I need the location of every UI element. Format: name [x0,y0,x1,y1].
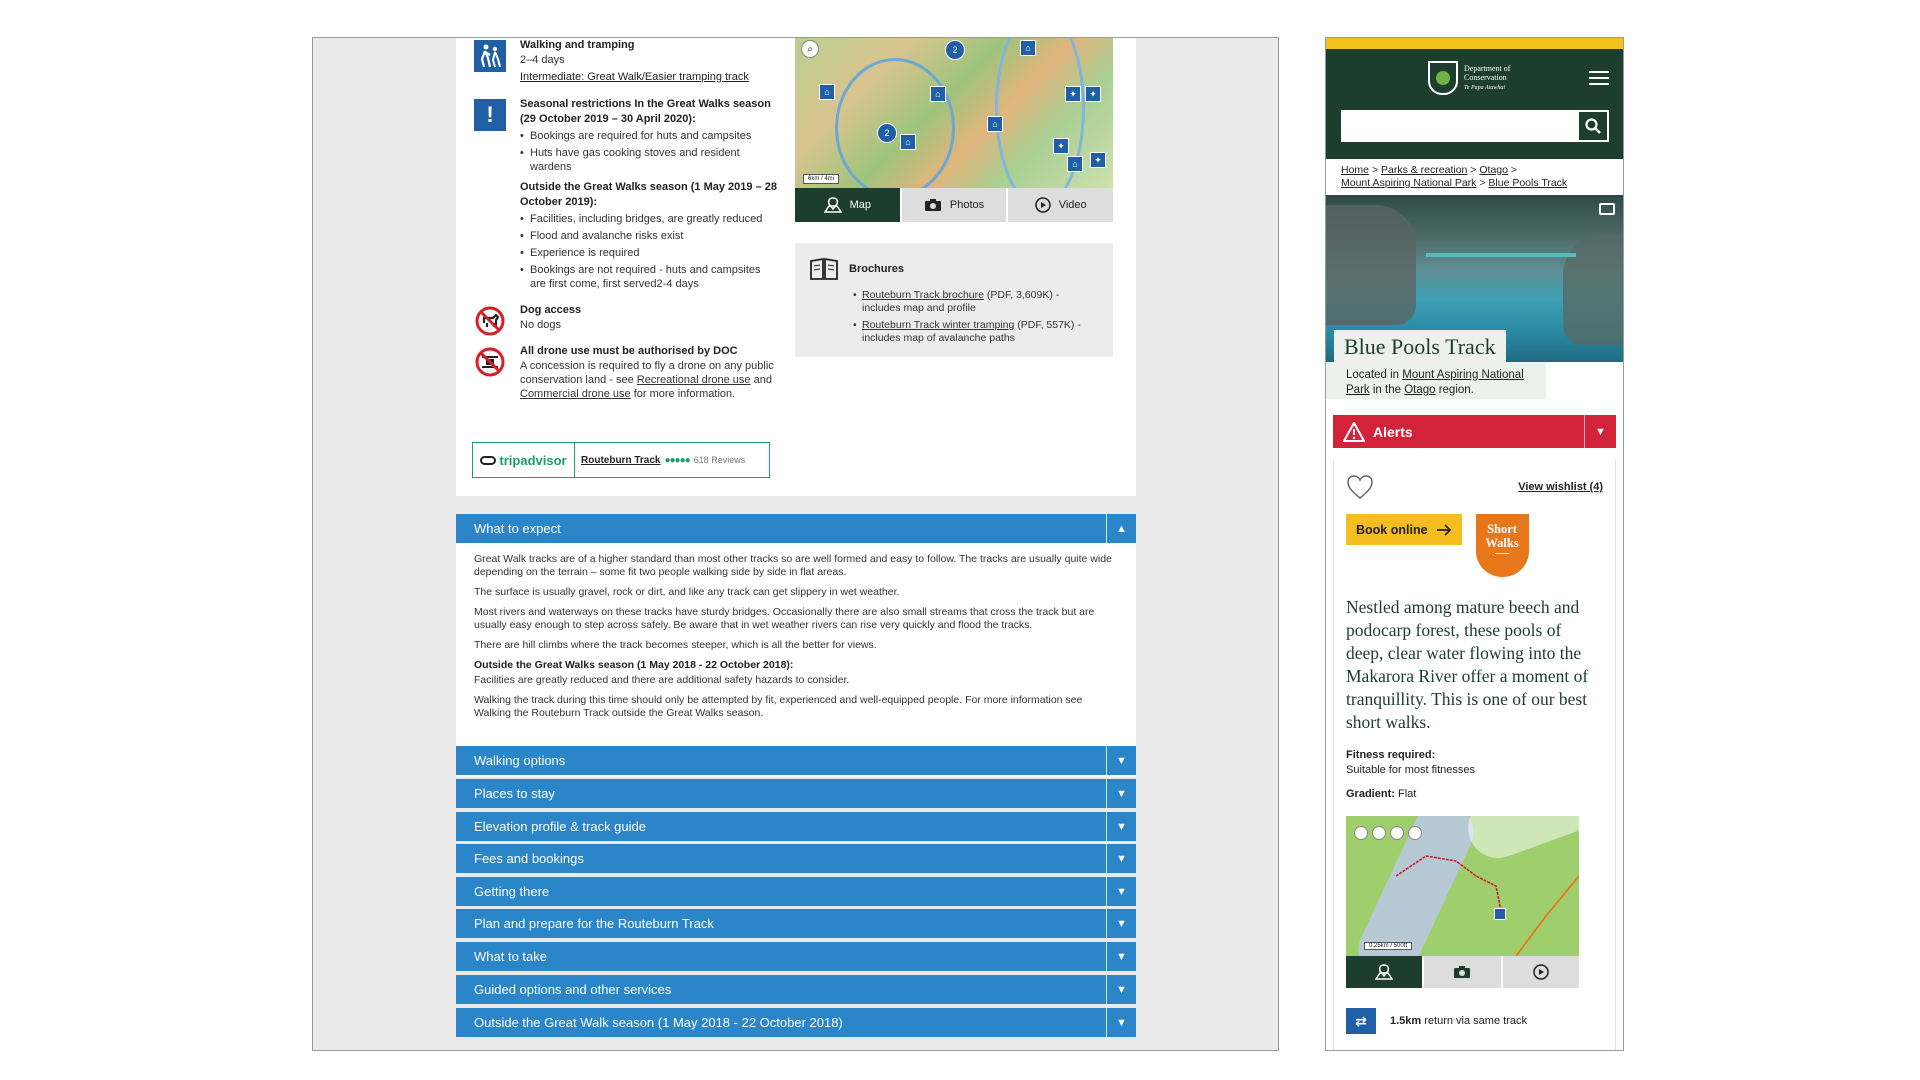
distance-text [1390,1015,1527,1027]
actions-row [1346,514,1603,582]
hut-icon[interactable]: ⌂ [987,116,1003,132]
search-button[interactable] [1577,110,1609,142]
zoom-icon[interactable]: ⌕ [801,40,819,58]
fitness-label: Fitness required: [1346,749,1436,761]
accordion-places-to-stay[interactable] [456,779,1136,808]
brochure-link[interactable]: Routeburn Track winter tramping [862,319,1015,331]
location-text [1326,362,1546,399]
tripadvisor-logo [473,443,575,477]
chevron-down-icon[interactable]: ▼ [1106,746,1136,775]
chevron-down-icon[interactable]: ▼ [1106,942,1136,971]
hut-icon[interactable]: ⌂ [930,86,946,102]
track-facts-column [474,38,779,413]
walking-duration: 2–4 days [520,54,565,66]
fitness-value: Suitable for most fitnesses [1346,764,1476,776]
wishlist-row [1346,472,1603,502]
chevron-up-icon[interactable]: ▲ [1106,514,1136,543]
chevron-down-icon[interactable]: ▼ [1106,1008,1136,1037]
zoom-in-icon[interactable] [1354,826,1368,840]
breadcrumb-otago[interactable]: Otago [1479,164,1508,176]
heart-icon[interactable] [1346,474,1374,500]
no-drone-icon [474,346,506,378]
accordion-label: Guided options and other services [474,982,672,997]
search-bar [1341,110,1609,142]
walker-icon[interactable]: ✦ [1090,152,1106,168]
play-icon [1533,964,1549,980]
accordion-what-to-take[interactable] [456,942,1136,971]
list-item: • Huts have gas cooking stoves and resident wardens [520,146,779,174]
mobile-page-preview [1325,37,1624,1051]
walking-info [474,38,779,85]
doc-logo-icon [1428,61,1458,95]
gradient-label: Gradient: [1346,788,1395,800]
doc-logo[interactable] [1428,61,1510,95]
list-item: • Bookings are not required - huts and campsites are first come, first served2-4 days [520,263,779,291]
walker-icon[interactable]: ✦ [1065,86,1081,102]
walking-title: Walking and tramping [520,39,635,51]
distance-value: 1.5km [1390,1015,1422,1027]
book-icon [809,257,839,281]
tab-video[interactable] [1008,188,1113,222]
paragraph: Walking the track during this time should only be attempted by fit, experienced and well-equipped people. For more information see Walking the Routeburn Track outside the Great Walks season. [474,694,1083,719]
layers-icon[interactable] [1372,826,1386,840]
region-link[interactable]: Otago [1404,384,1436,396]
accordion-label: What to take [474,949,547,964]
outside-season-bullets [520,212,779,291]
walker-icon[interactable]: ✦ [1053,138,1069,154]
track-grade-link[interactable]: Intermediate: Great Walk/Easier tramping track [520,71,749,83]
accordion-guided-options[interactable] [456,975,1136,1004]
accordion-getting-there[interactable] [456,877,1136,906]
tab-photos[interactable] [1424,956,1502,988]
breadcrumb [1326,159,1623,195]
breadcrumb-separator: > [1371,164,1379,176]
exclamation-icon: ! [474,99,506,131]
desktop-page-preview [312,37,1279,1051]
hero-bridge [1426,253,1576,257]
print-icon[interactable] [1408,826,1422,840]
list-item: • Bookings are required for huts and campsites [520,129,779,143]
chevron-down-icon[interactable]: ▼ [1106,779,1136,808]
review-count: 618 Reviews [693,455,746,465]
alerts-label: Alerts [1373,423,1413,440]
list-item [853,289,1099,315]
drone-text-part: and [750,374,772,386]
hut-icon[interactable]: ⌂ [900,134,916,150]
map-marker-icon[interactable]: 2 [877,123,897,143]
chevron-down-icon[interactable]: ▼ [1106,877,1136,906]
book-online-label: Book online [1356,522,1428,537]
doc-logo-text [1464,64,1510,93]
drone-title: All drone use must be authorised by DOC [520,345,738,357]
tripadvisor-widget[interactable] [472,442,770,478]
short-walk-map[interactable] [1346,816,1579,956]
tab-map[interactable] [1346,956,1424,988]
distance-suffix: return via same track [1421,1015,1527,1027]
tab-map[interactable] [795,188,902,222]
drone-text [520,359,779,401]
hamburger-menu-icon[interactable] [1589,71,1609,89]
hero-rock [1563,235,1623,345]
badge-line: Walks [1485,536,1519,550]
tab-photos-label: Photos [949,199,985,211]
track-info-card [456,38,1136,496]
brochure-list [809,289,1099,345]
tripadvisor-wordmark: tripadvisor [499,452,567,468]
chevron-down-icon[interactable]: ▼ [1106,812,1136,841]
track-map-block [795,38,1113,222]
short-walks-badge [1476,514,1529,577]
hut-icon[interactable]: ⌂ [1020,40,1036,56]
paragraph: Most rivers and waterways on these tracks have sturdy bridges. Occasionally there are also small streams that cross the track but are usually easy enough to step across safely. Be aware that in wet weather rivers can rise very quickly and flood the tracks. [474,606,1095,631]
accordion-label: What to expect [474,521,561,536]
dog-text: No dogs [520,319,561,331]
gradient-value: Flat [1397,788,1417,800]
chevron-down-icon[interactable]: ▼ [1106,844,1136,873]
mobile-media-tabs [1346,956,1579,988]
accordion-label: Walking options [474,753,566,768]
brochures-box [795,243,1113,357]
accordion-elevation-profile[interactable] [456,812,1136,841]
map-pin-icon [824,197,842,213]
accordion-plan-and-prepare[interactable] [456,909,1136,938]
breadcrumb-parks[interactable]: Parks & recreation [1381,164,1468,176]
paragraph: Great Walk tracks are of a higher standard than most other tracks so are well formed and easy to follow. The tracks are usually quite wide depending on the terrain – some fit two people walking side by side in flat areas. [474,553,1112,578]
topo-map[interactable] [795,38,1113,188]
accordion-label: Outside the Great Walk season (1 May 2018 - 22 October 2018) [474,1015,843,1030]
logo-line: Conservation [1464,72,1507,82]
recreational-drone-link[interactable]: Recreational drone use [636,374,751,386]
commercial-drone-link[interactable]: Commercial drone use [520,388,631,400]
hut-icon[interactable]: ⌂ [1067,156,1083,172]
breadcrumb-home[interactable]: Home [1341,164,1370,176]
accordion-walking-options[interactable] [456,746,1136,775]
page-title: Blue Pools Track [1334,330,1506,362]
gradient-info [1346,788,1603,800]
logo-line: Department of [1464,63,1511,73]
paragraph: The surface is usually gravel, rock or dirt, and like any track can get slippery in wet weather. [474,586,900,598]
brochures-header [809,257,1099,281]
accordion-label: Elevation profile & track guide [474,819,646,834]
walker-icon[interactable]: ✦ [1085,86,1101,102]
hut-icon[interactable]: ⌂ [819,84,835,100]
logo-line: Te Papa Atawhai [1464,84,1506,91]
map-scale: 6km / 4mi [803,174,839,184]
tripadvisor-rating [575,443,769,477]
view-wishlist-link[interactable]: View wishlist (4) [1518,481,1603,493]
play-icon [1035,197,1051,213]
map-pin-icon [1375,964,1393,980]
dog-info [474,303,779,332]
map-scale: 0.25km / 500ft [1364,942,1412,950]
chevron-down-icon[interactable]: ▼ [1584,415,1616,448]
paragraph: There are hill climbs where the track becomes steeper, which is all the better for views. [474,639,877,651]
location-text-part: region. [1435,384,1474,396]
accordion-label: Plan and prepare for the Routeburn Track [474,916,714,931]
tab-video[interactable] [1503,956,1579,988]
outside-season-heading: Outside the Great Walks season (1 May 2018 - 22 October 2018): [474,659,794,671]
breadcrumb-blue-pools[interactable]: Blue Pools Track [1488,177,1568,189]
list-item: • Flood and avalanche risks exist [520,229,779,243]
map-controls [1354,826,1422,840]
camera-icon[interactable] [1599,203,1615,215]
dog-title: Dog access [520,304,582,316]
drone-text-part: A concession is required to fly a drone on any public conservation land - see [520,360,774,386]
track-description: Nestled among mature beech and podocarp forest, these pools of deep, clear water flowing into the Makarora River offer a moment of tranquillity. This is one of our best short walks. [1346,597,1589,732]
book-online-button[interactable] [1346,514,1462,545]
return-arrows-icon: ⇄ [1346,1008,1376,1034]
seasonal-info [474,97,779,291]
site-header [1326,49,1623,159]
accordion-label: Fees and bookings [474,851,584,866]
drone-text-part: for more information. [630,388,736,400]
owl-icon [480,456,496,465]
distance-info [1346,1008,1603,1034]
tab-video-label: Video [1058,199,1087,211]
accordion-what-to-expect[interactable] [456,514,1136,543]
track-summary-card [1333,460,1616,1051]
list-item: • Facilities, including bridges, are greatly reduced [520,212,779,226]
breadcrumb-separator: > [1479,177,1486,189]
tab-map-label: Map [849,199,872,211]
breadcrumb-separator: > [1470,164,1477,176]
badge-line: Short [1487,522,1517,536]
location-text-part: in the [1369,384,1405,396]
no-dogs-icon [474,305,506,337]
list-icon[interactable] [1390,826,1404,840]
accordion-fees-and-bookings[interactable] [456,844,1136,873]
hero-image[interactable] [1326,195,1623,362]
brochure-link[interactable]: Routeburn Track brochure [862,289,984,301]
map-marker-icon[interactable]: 2 [945,40,965,60]
list-item: • Experience is required [520,246,779,260]
camera-icon [924,198,942,212]
alerts-accordion[interactable] [1333,415,1616,448]
accordion-label: Places to stay [474,786,555,801]
paragraph: Facilities are greatly reduced and there are additional safety hazards to consider. [474,674,850,686]
tab-photos[interactable] [902,188,1009,222]
chevron-down-icon[interactable]: ▼ [1106,975,1136,1004]
rating-dots-icon: ●●●●● [664,454,690,466]
outside-season-title: Outside the Great Walks season (1 May 2019 – 28 October 2019): [520,181,777,208]
camera-icon [1453,965,1471,979]
hero-rock [1326,205,1416,325]
location-text-part: Located in [1346,369,1403,381]
accordion-label: Getting there [474,884,550,899]
search-icon [1585,118,1601,134]
brochures-title: Brochures [849,263,905,275]
list-item [853,319,1099,345]
accordion-outside-great-walk-season[interactable] [456,1008,1136,1037]
map-river [835,58,955,188]
breadcrumb-separator: > [1510,164,1518,176]
hiker-icon [474,40,506,72]
arrow-right-icon [1436,524,1452,536]
media-tabs [795,188,1113,222]
fitness-info [1346,748,1603,778]
top-accent-bar [1326,38,1623,49]
tripadvisor-track-link[interactable]: Routeburn Track [581,454,661,466]
park-link[interactable]: Mount Aspiring National Park [1346,369,1524,396]
brochure-meta: (PDF, 557K) - includes map of avalanche paths [862,319,1081,344]
seasonal-title: Seasonal restrictions In the Great Walks season (29 October 2019 – 30 April 2020): [520,98,771,125]
chevron-down-icon[interactable]: ▼ [1106,909,1136,938]
walker-icon[interactable] [1494,908,1506,920]
breadcrumb-mount-aspiring[interactable]: Mount Aspiring National Park [1341,177,1477,189]
what-to-expect-content [456,543,1136,777]
drone-info [474,344,779,401]
seasonal-bullets [520,129,779,174]
search-input[interactable] [1341,110,1577,142]
warning-icon [1343,422,1365,442]
brochure-meta: (PDF, 3,609K) - includes map and profile [862,289,1060,314]
